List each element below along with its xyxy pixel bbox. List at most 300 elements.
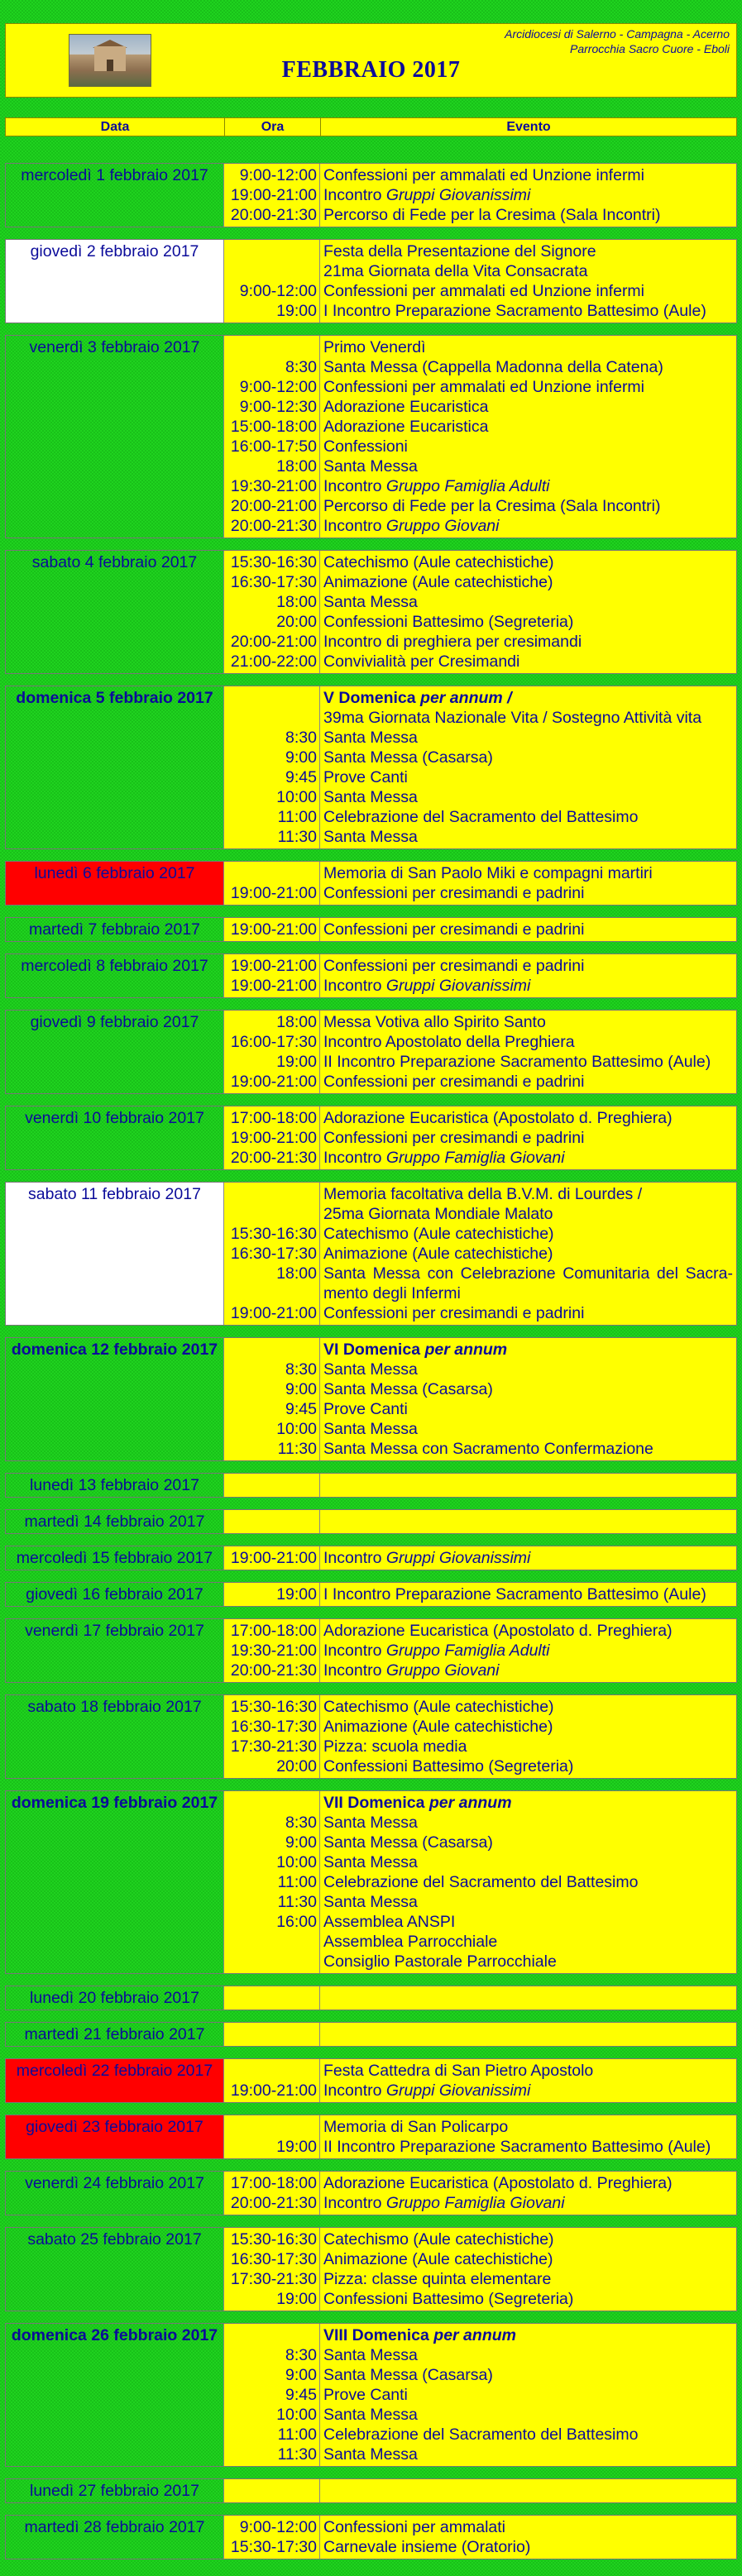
event-text: Santa Messa	[323, 1360, 418, 1379]
event-text: VII Domenica per annum	[323, 1794, 512, 1812]
event-time: 9:00-12:00	[239, 166, 317, 184]
day-times	[224, 1474, 320, 1497]
event-time: 10:00	[276, 1420, 317, 1438]
event-text: Confessioni per cresimandi e padrini	[323, 884, 585, 902]
day-times	[224, 164, 320, 227]
day-times	[224, 1011, 320, 1093]
event-text: Percorso di Fede per la Cresima (Sala Incontri)	[323, 497, 661, 515]
day-events	[320, 1791, 736, 1973]
day-events	[320, 1106, 736, 1169]
event-time: 20:00	[276, 1757, 317, 1775]
event-time	[224, 1204, 317, 1224]
event-text: Percorso di Fede per la Cresima (Sala Incontri)	[323, 206, 661, 224]
day-date: giovedì 23 febbraio 2017	[6, 2115, 224, 2158]
event-time: 19:00-21:00	[230, 186, 317, 204]
day-events	[320, 918, 736, 941]
event-time: 19:00-21:00	[230, 1073, 317, 1091]
day-row	[5, 2227, 737, 2311]
event-time: 17:00-18:00	[230, 2174, 317, 2192]
day-events	[320, 2228, 736, 2311]
event-time: 18:00	[276, 1013, 317, 1031]
event-time: 9:00	[285, 1833, 317, 1852]
event-time: 16:00-17:30	[230, 1033, 317, 1051]
event-time: 10:00	[276, 2406, 317, 2424]
day-row	[5, 1337, 737, 1461]
event-time: 20:00-21:00	[230, 633, 317, 651]
day-date: lunedì 27 febbraio 2017	[6, 2479, 224, 2502]
day-times	[224, 2172, 320, 2215]
event-text: 39ma Giornata Nazionale Vita / Sostegno Attività vita	[323, 709, 702, 727]
day-date: mercoledì 1 febbraio 2017	[6, 164, 224, 227]
day-date: giovedì 9 febbraio 2017	[6, 1011, 224, 1093]
event-time	[224, 2325, 317, 2345]
event-time	[224, 1793, 317, 1813]
day-row	[5, 2022, 737, 2047]
event-time: 19:00	[276, 1585, 317, 1603]
day-date: domenica 12 febbraio 2017	[6, 1338, 224, 1460]
event-text: Santa Messa	[323, 1893, 418, 1911]
day-row	[5, 163, 737, 227]
event-text: Incontro Gruppo Famiglia Adulti	[323, 477, 550, 495]
event-time: 9:00-12:30	[239, 398, 317, 416]
event-time: 17:30-21:30	[230, 1737, 317, 1756]
day-times	[224, 954, 320, 997]
event-time: 8:30	[285, 729, 317, 747]
event-time	[224, 1475, 317, 1495]
event-time: 9:00-12:00	[239, 378, 317, 396]
day-events	[320, 2059, 736, 2102]
event-text: Santa Messa	[323, 828, 418, 846]
event-time: 9:00	[285, 2366, 317, 2384]
day-date: giovedì 16 febbraio 2017	[6, 1583, 224, 1606]
event-time: 16:30-17:30	[230, 1245, 317, 1263]
event-time: 11:30	[277, 2445, 317, 2464]
event-text: II Incontro Preparazione Sacramento Battesimo (Aule)	[323, 1053, 711, 1071]
event-text: VI Domenica per annum	[323, 1341, 508, 1359]
day-date: martedì 14 febbraio 2017	[6, 1510, 224, 1533]
event-time	[224, 261, 317, 281]
event-text: Incontro Gruppo Famiglia Giovani	[323, 2194, 565, 2212]
day-date: sabato 18 febbraio 2017	[6, 1695, 224, 1778]
event-text: Celebrazione del Sacramento del Battesimo	[323, 808, 639, 826]
day-times	[224, 2115, 320, 2158]
day-date: lunedì 20 febbraio 2017	[6, 1986, 224, 2010]
event-text: Animazione (Aule catechistiche)	[323, 2250, 553, 2268]
day-events	[320, 1695, 736, 1778]
day-events	[320, 954, 736, 997]
day-row	[5, 239, 737, 323]
event-time: 15:30-17:30	[230, 2538, 317, 2556]
day-date: martedì 28 febbraio 2017	[6, 2516, 224, 2559]
event-time	[224, 863, 317, 883]
event-text: Animazione (Aule catechistiche)	[323, 1245, 553, 1263]
day-row	[5, 1010, 737, 1094]
day-times	[224, 1986, 320, 2010]
event-time	[224, 241, 317, 261]
event-text: Confessioni per ammalati ed Unzione infermi	[323, 166, 645, 184]
event-text: Santa Messa	[323, 2346, 418, 2364]
day-row	[5, 1182, 737, 1326]
event-text: Celebrazione del Sacramento del Battesimo	[323, 1873, 639, 1891]
day-events	[320, 551, 736, 673]
event-text: Incontro Gruppi Giovanissimi	[323, 977, 531, 995]
event-time: 15:30-16:30	[230, 2230, 317, 2249]
event-text: Consiglio Pastorale Parrocchiale	[323, 1952, 557, 1971]
event-time: 11:00	[277, 808, 317, 826]
event-time	[224, 2061, 317, 2081]
event-text: Adorazione Eucaristica	[323, 398, 489, 416]
event-time: 16:00-17:50	[230, 437, 317, 456]
event-text: Confessioni Battesimo (Segreteria)	[323, 1757, 574, 1775]
day-events	[320, 2516, 736, 2559]
event-time: 18:00	[276, 593, 317, 611]
day-times	[224, 2023, 320, 2046]
event-time: 19:00-21:00	[230, 1129, 317, 1147]
day-row	[5, 1582, 737, 1607]
event-time: 15:30-16:30	[230, 1225, 317, 1243]
event-text: Santa Messa	[323, 1853, 418, 1871]
day-times	[224, 1338, 320, 1460]
event-time	[224, 688, 317, 708]
event-time: 20:00-21:30	[230, 206, 317, 224]
event-time	[224, 1988, 317, 2008]
event-text: Confessioni per cresimandi e padrini	[323, 1129, 585, 1147]
day-date: martedì 7 febbraio 2017	[6, 918, 224, 941]
day-row	[5, 335, 737, 538]
event-time: 9:00	[285, 1380, 317, 1398]
calendar-page	[5, 0, 737, 2576]
day-times	[224, 1695, 320, 1778]
event-text: Prove Canti	[323, 1400, 408, 1418]
event-time: 20:00-21:00	[230, 497, 317, 515]
event-time: 19:00-21:00	[230, 1304, 317, 1322]
event-text: Incontro Gruppo Famiglia Adulti	[323, 1642, 550, 1660]
event-text: Confessioni per cresimandi e padrini	[323, 920, 585, 939]
event-text: Santa Messa	[323, 593, 418, 611]
event-text: Santa Messa (Casarsa)	[323, 748, 493, 767]
event-text: Confessioni per ammalati	[323, 2518, 506, 2536]
event-text: Santa Messa con Celebrazione Comunitaria del Sacra-mento degli Infermi	[323, 1264, 733, 1302]
day-date: domenica 26 febbraio 2017	[6, 2324, 224, 2466]
event-text: Santa Messa	[323, 1814, 418, 1832]
day-row	[5, 1473, 737, 1498]
event-text: Incontro di preghiera per cresimandi	[323, 633, 582, 651]
event-text: Assemblea ANSPI	[323, 1913, 456, 1931]
day-events	[320, 1474, 736, 1497]
event-time: 9:00-12:00	[239, 2518, 317, 2536]
event-time	[224, 2117, 317, 2137]
event-time: 19:00-21:00	[230, 920, 317, 939]
event-time	[224, 2024, 317, 2044]
day-row	[5, 861, 737, 906]
day-events	[320, 2023, 736, 2046]
event-time: 18:00	[276, 1264, 317, 1283]
event-time: 9:00	[285, 748, 317, 767]
event-text: Santa Messa	[323, 788, 418, 806]
event-text: Santa Messa con Sacramento Confermazione	[323, 1440, 653, 1458]
event-text: V Domenica per annum /	[323, 689, 512, 707]
event-text: Santa Messa (Casarsa)	[323, 1833, 493, 1852]
day-times	[224, 2479, 320, 2502]
day-times	[224, 336, 320, 538]
event-time: 20:00	[276, 613, 317, 631]
day-row	[5, 686, 737, 849]
event-time: 11:00	[277, 1873, 317, 1891]
day-date: mercoledì 8 febbraio 2017	[6, 954, 224, 997]
event-time: 15:00-18:00	[230, 418, 317, 436]
event-text: Catechismo (Aule catechistiche)	[323, 2230, 554, 2249]
day-row	[5, 917, 737, 942]
event-text: Pizza: classe quinta elementare	[323, 2270, 552, 2288]
event-time: 11:30	[277, 1893, 317, 1911]
event-time: 8:30	[285, 1814, 317, 1832]
day-row	[5, 2171, 737, 2215]
day-times	[224, 2059, 320, 2102]
event-text: Santa Messa (Cappella Madonna della Catena)	[323, 358, 663, 376]
day-date: sabato 11 febbraio 2017	[6, 1183, 224, 1325]
event-time: 11:30	[277, 828, 317, 846]
event-text: Assemblea Parrocchiale	[323, 1933, 498, 1951]
event-time: 16:00	[276, 1913, 317, 1931]
event-time: 19:00-21:00	[230, 977, 317, 995]
event-text: Confessioni Battesimo (Segreteria)	[323, 2290, 574, 2308]
event-time	[224, 708, 317, 728]
event-text: Adorazione Eucaristica (Apostolato d. Preghiera)	[323, 1622, 673, 1640]
event-text: Incontro Gruppo Giovani	[323, 1661, 500, 1680]
day-events	[320, 1986, 736, 2010]
event-time	[224, 1932, 317, 1952]
day-times	[224, 862, 320, 905]
column-header-ora: Ora	[224, 118, 320, 136]
event-text: Animazione (Aule catechistiche)	[323, 1718, 553, 1736]
event-text: Celebrazione del Sacramento del Battesimo	[323, 2425, 639, 2444]
day-events	[320, 2479, 736, 2502]
event-text: Santa Messa	[323, 457, 418, 476]
event-time: 8:30	[285, 358, 317, 376]
event-text: Confessioni per ammalati ed Unzione infermi	[323, 282, 645, 300]
event-time: 9:45	[285, 2386, 317, 2404]
event-time: 18:00	[276, 457, 317, 476]
day-row	[5, 2515, 737, 2559]
event-text: Memoria di San Paolo Miki e compagni martiri	[323, 864, 653, 882]
event-time: 19:30-21:00	[230, 1642, 317, 1660]
event-time: 8:30	[285, 2346, 317, 2364]
org-line-1: Arcidiocesi di Salerno - Campagna - Acerno	[505, 27, 730, 41]
event-time: 11:00	[277, 2425, 317, 2444]
event-time	[224, 1952, 317, 1971]
day-row	[5, 2323, 737, 2467]
day-date: sabato 25 febbraio 2017	[6, 2228, 224, 2311]
event-time: 19:00	[276, 2138, 317, 2156]
event-text: Santa Messa	[323, 1420, 418, 1438]
event-time: 10:00	[276, 1853, 317, 1871]
event-time: 9:45	[285, 768, 317, 786]
event-time: 20:00-21:30	[230, 1661, 317, 1680]
event-text: Festa Cattedra di San Pietro Apostolo	[323, 2062, 594, 2080]
day-times	[224, 918, 320, 941]
event-text: 21ma Giornata della Vita Consacrata	[323, 262, 588, 280]
event-text: Prove Canti	[323, 2386, 408, 2404]
event-time: 19:00	[276, 2290, 317, 2308]
day-row	[5, 1546, 737, 1570]
day-row	[5, 1509, 737, 1534]
day-date: giovedì 2 febbraio 2017	[6, 240, 224, 323]
day-times	[224, 1583, 320, 1606]
event-time: 21:00-22:00	[230, 652, 317, 671]
day-events	[320, 1619, 736, 1682]
day-times	[224, 551, 320, 673]
event-text: Confessioni per cresimandi e padrini	[323, 957, 585, 975]
event-time: 19:00	[276, 302, 317, 320]
event-text: Adorazione Eucaristica (Apostolato d. Preghiera)	[323, 2174, 673, 2192]
day-row	[5, 2478, 737, 2503]
day-date: lunedì 6 febbraio 2017	[6, 862, 224, 905]
day-events	[320, 1183, 736, 1325]
event-time: 16:30-17:30	[230, 2250, 317, 2268]
day-row	[5, 1694, 737, 1779]
day-row	[5, 1106, 737, 1170]
day-row	[5, 2058, 737, 2103]
day-events	[320, 1011, 736, 1093]
event-text: Catechismo (Aule catechistiche)	[323, 1698, 554, 1716]
event-time	[224, 1512, 317, 1532]
day-row	[5, 953, 737, 998]
day-date: venerdì 10 febbraio 2017	[6, 1106, 224, 1169]
column-headers	[5, 117, 737, 136]
day-date: venerdì 17 febbraio 2017	[6, 1619, 224, 1682]
event-text: Santa Messa (Casarsa)	[323, 2366, 493, 2384]
event-time: 19:00-21:00	[230, 957, 317, 975]
event-text: Incontro Gruppi Giovanissimi	[323, 1549, 531, 1567]
event-text: Santa Messa (Casarsa)	[323, 1380, 493, 1398]
day-events	[320, 1583, 736, 1606]
event-time: 17:00-18:00	[230, 1109, 317, 1127]
day-times	[224, 686, 320, 848]
event-time: 19:00-21:00	[230, 884, 317, 902]
day-events	[320, 240, 736, 323]
event-text: Primo Venerdì	[323, 338, 426, 356]
event-text: Messa Votiva allo Spirito Santo	[323, 1013, 546, 1031]
event-text: Memoria facoltativa della B.V.M. di Lourdes /	[323, 1185, 643, 1203]
day-row	[5, 1790, 737, 1974]
event-time: 19:00-21:00	[230, 1549, 317, 1567]
day-date: sabato 4 febbraio 2017	[6, 551, 224, 673]
day-row	[5, 550, 737, 674]
event-time: 10:00	[276, 788, 317, 806]
event-time: 17:00-18:00	[230, 1622, 317, 1640]
event-text: Santa Messa	[323, 729, 418, 747]
event-text: VIII Domenica per annum	[323, 2326, 516, 2344]
event-time	[224, 337, 317, 357]
column-header-data: Data	[100, 120, 130, 134]
day-row	[5, 2115, 737, 2159]
day-times	[224, 1106, 320, 1169]
event-time: 20:00-21:30	[230, 517, 317, 535]
day-times	[224, 1619, 320, 1682]
event-text: Incontro Gruppi Giovanissimi	[323, 2081, 531, 2100]
day-date: domenica 5 febbraio 2017	[6, 686, 224, 848]
day-row	[5, 1986, 737, 2010]
event-text: Incontro Gruppo Giovani	[323, 517, 500, 535]
event-time: 20:00-21:30	[230, 1149, 317, 1167]
column-header-evento: Evento	[320, 118, 736, 136]
event-time: 16:30-17:30	[230, 1718, 317, 1736]
day-row	[5, 1618, 737, 1683]
event-text: 25ma Giornata Mondiale Malato	[323, 1205, 553, 1223]
day-events	[320, 1510, 736, 1533]
event-text: I Incontro Preparazione Sacramento Battesimo (Aule)	[323, 1585, 706, 1603]
event-time: 9:00-12:00	[239, 282, 317, 300]
event-text: Incontro Apostolato della Preghiera	[323, 1033, 575, 1051]
day-events	[320, 164, 736, 227]
schedule	[5, 163, 737, 2559]
event-text: Adorazione Eucaristica (Apostolato d. Preghiera)	[323, 1109, 673, 1127]
event-time: 20:00-21:30	[230, 2194, 317, 2212]
page-title: FEBBRAIO 2017	[281, 57, 461, 83]
event-text: Festa della Presentazione del Signore	[323, 242, 596, 260]
day-date: venerdì 3 febbraio 2017	[6, 336, 224, 538]
event-text: Santa Messa	[323, 2406, 418, 2424]
event-text: Convivialità per Cresimandi	[323, 652, 520, 671]
day-times	[224, 1791, 320, 1973]
day-date: lunedì 13 febbraio 2017	[6, 1474, 224, 1497]
day-times	[224, 2228, 320, 2311]
event-text: Pizza: scuola media	[323, 1737, 467, 1756]
day-events	[320, 686, 736, 848]
event-text: II Incontro Preparazione Sacramento Battesimo (Aule)	[323, 2138, 711, 2156]
day-times	[224, 2324, 320, 2466]
org-line-2: Parrocchia Sacro Cuore - Eboli	[570, 41, 730, 55]
day-times	[224, 1510, 320, 1533]
event-time	[224, 2481, 317, 2501]
event-time: 11:30	[277, 1440, 317, 1458]
day-date: mercoledì 15 febbraio 2017	[6, 1546, 224, 1570]
day-date: martedì 21 febbraio 2017	[6, 2023, 224, 2046]
event-time: 8:30	[285, 1360, 317, 1379]
day-date: venerdì 24 febbraio 2017	[6, 2172, 224, 2215]
event-text: Santa Messa	[323, 2445, 418, 2464]
day-times	[224, 1183, 320, 1325]
day-events	[320, 862, 736, 905]
event-time: 19:00-21:00	[230, 2081, 317, 2100]
event-text: Animazione (Aule catechistiche)	[323, 573, 553, 591]
day-date: mercoledì 22 febbraio 2017	[6, 2059, 224, 2102]
day-events	[320, 1338, 736, 1460]
day-events	[320, 1546, 736, 1570]
event-text: Catechismo (Aule catechistiche)	[323, 553, 554, 571]
day-events	[320, 336, 736, 538]
organization	[505, 27, 730, 56]
event-text: Confessioni	[323, 437, 408, 456]
day-date: domenica 19 febbraio 2017	[6, 1791, 224, 1973]
day-events	[320, 2172, 736, 2215]
day-times	[224, 2516, 320, 2559]
event-time: 16:30-17:30	[230, 573, 317, 591]
event-time	[224, 1340, 317, 1360]
event-text: Adorazione Eucaristica	[323, 418, 489, 436]
event-time: 17:30-21:30	[230, 2270, 317, 2288]
event-time: 15:30-16:30	[230, 553, 317, 571]
event-text: Incontro Gruppi Giovanissimi	[323, 186, 531, 204]
event-text: Confessioni Battesimo (Segreteria)	[323, 613, 574, 631]
event-time: 19:00	[276, 1053, 317, 1071]
day-events	[320, 2324, 736, 2466]
event-text: Prove Canti	[323, 768, 408, 786]
event-text: Confessioni per ammalati ed Unzione infermi	[323, 378, 645, 396]
event-time: 19:30-21:00	[230, 477, 317, 495]
header	[5, 23, 737, 98]
event-text: Incontro Gruppo Famiglia Giovani	[323, 1149, 565, 1167]
